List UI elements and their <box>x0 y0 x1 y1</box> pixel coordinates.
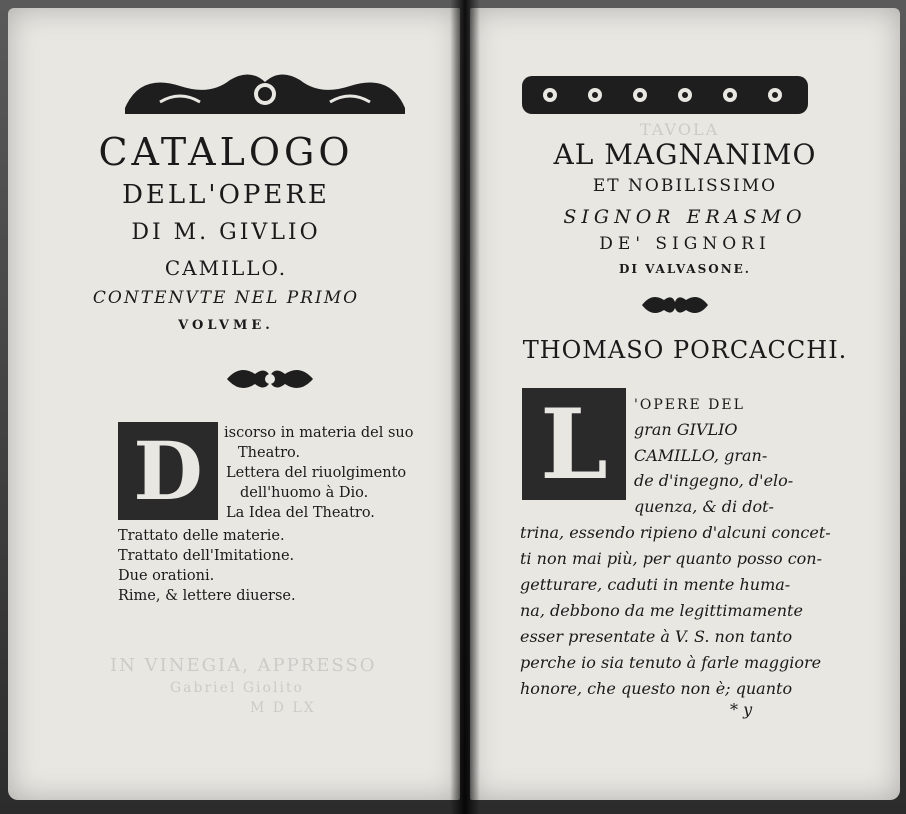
body-line-2: gran GIVLIO <box>634 420 738 439</box>
dedication-heading-1: AL MAGNANIMO <box>553 138 817 171</box>
toc-item-9: Rime, & lettere diuerse. <box>118 588 296 604</box>
body-line-4: de d'ingegno, d'elo- <box>634 471 794 490</box>
book-gutter <box>450 0 480 814</box>
body-line-9: na, debbono da me legittimamente <box>520 601 803 620</box>
headpiece-ornament-right <box>520 70 810 120</box>
dropcap-d: D <box>118 422 218 520</box>
toc-item-3: Lettera del riuolgimento <box>226 465 407 481</box>
fleuron-ornament-right <box>640 292 710 318</box>
body-line-5: quenza, & di dot- <box>634 497 774 516</box>
catalog-subtitle-5: VOLVME. <box>178 318 274 333</box>
catalog-title: CATALOGO <box>98 130 354 174</box>
catalog-subtitle-3: CAMILLO. <box>164 256 288 280</box>
body-line-6: trina, essendo ripieno d'alcuni concet- <box>520 523 831 542</box>
toc-item-6: Trattato delle materie. <box>118 528 285 544</box>
catalog-subtitle-1: DELL'OPERE <box>122 180 330 210</box>
catalog-subtitle-2: DI M. GIVLIO <box>131 220 321 245</box>
bleed-text-4: TAVOLA <box>640 120 720 139</box>
author-name: THOMASO PORCACCHI. <box>522 336 848 364</box>
dedication-heading-4: DE' SIGNORI <box>599 234 771 254</box>
headpiece-ornament-left <box>120 68 410 120</box>
toc-item-2: Theatro. <box>238 445 301 461</box>
dedication-heading-5: DI VALVASONE. <box>618 262 751 276</box>
toc-item-1: iscorso in materia del suo <box>224 425 414 441</box>
body-line-7: ti non mai più, per quanto posso con- <box>520 549 823 568</box>
body-line-1: 'OPERE DEL <box>634 397 745 413</box>
catalog-subtitle-4: CONTENVTE NEL PRIMO <box>92 288 360 308</box>
toc-item-7: Trattato dell'Imitatione. <box>118 548 295 564</box>
page-signature: * y <box>730 700 753 719</box>
toc-item-8: Due orationi. <box>118 568 215 584</box>
bleed-text-1: IN VINEGIA, APPRESSO <box>110 655 377 676</box>
dedication-heading-2: ET NOBILISSIMO <box>592 176 778 196</box>
body-line-8: getturare, caduti in mente huma- <box>520 575 791 594</box>
dropcap-l: L <box>522 388 626 500</box>
body-line-12: honore, che questo non è; quanto <box>520 679 793 698</box>
bleed-text-3: M D LX <box>250 700 316 716</box>
dedication-heading-3: SIGNOR ERASMO <box>563 206 807 228</box>
toc-item-4: dell'huomo à Dio. <box>240 485 369 501</box>
toc-item-5: La Idea del Theatro. <box>226 505 375 521</box>
body-line-11: perche io sia tenuto à farle maggiore <box>520 653 822 672</box>
bleed-text-2: Gabriel Giolito <box>170 680 304 696</box>
fleuron-ornament-left <box>225 364 315 394</box>
body-line-10: esser presentate à V. S. non tanto <box>520 627 793 646</box>
body-line-3: CAMILLO, gran- <box>634 446 768 465</box>
